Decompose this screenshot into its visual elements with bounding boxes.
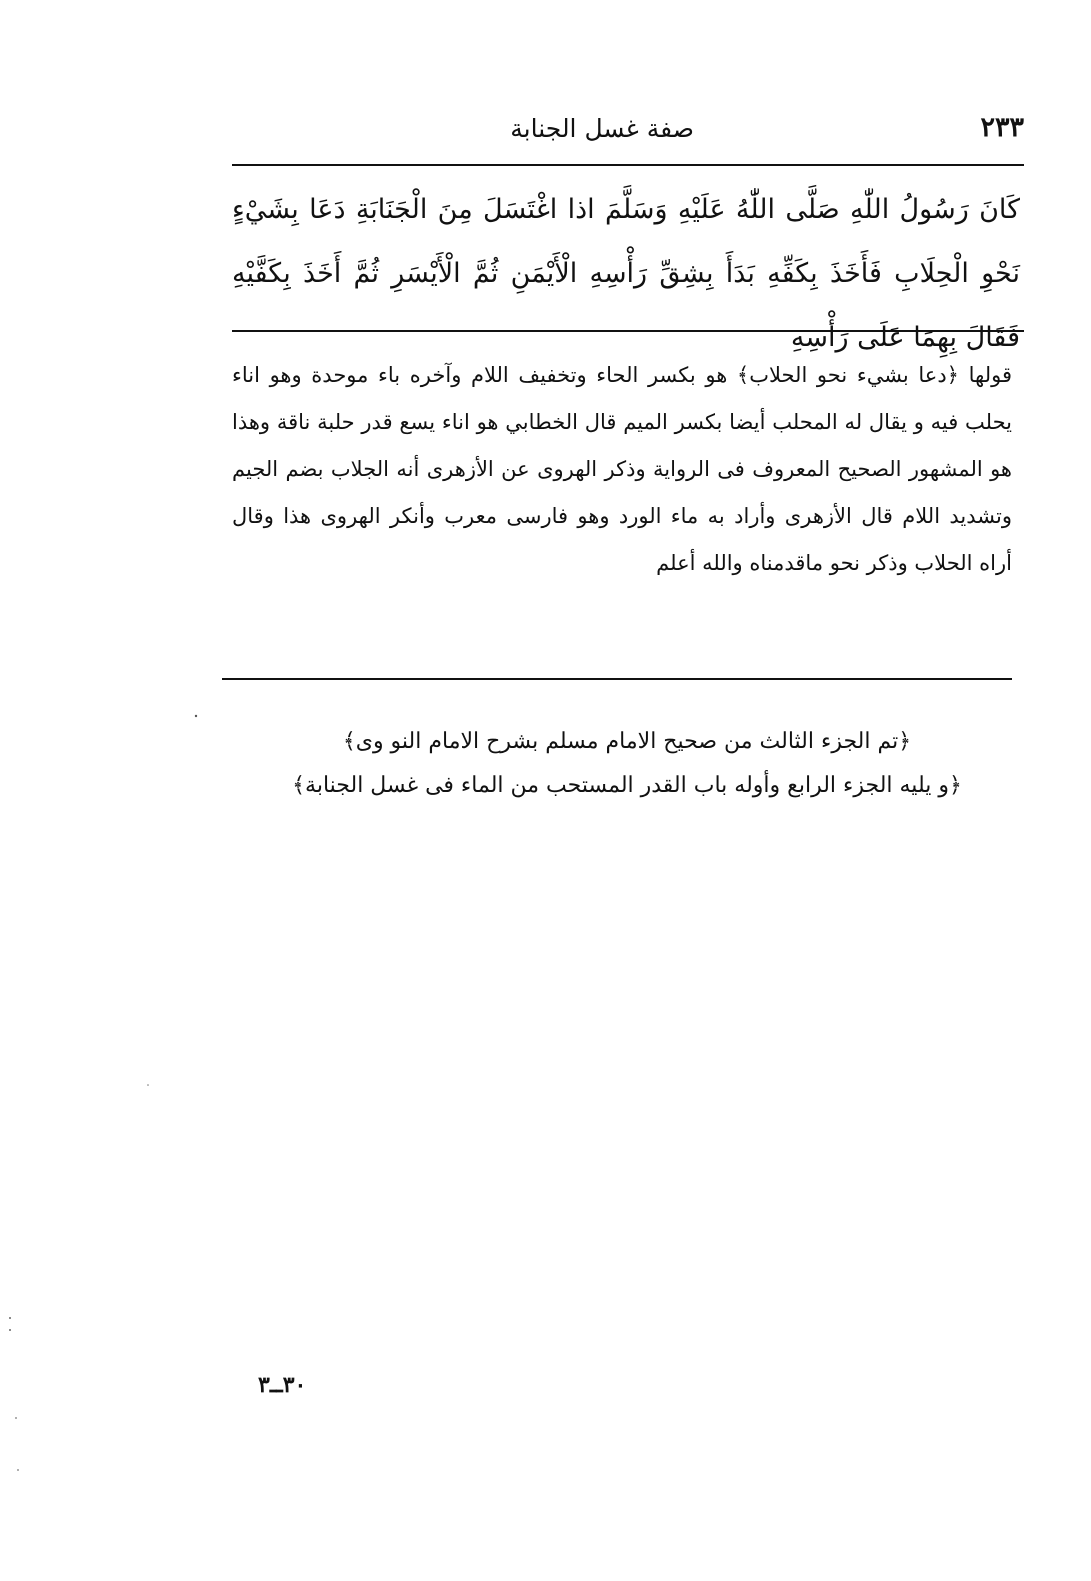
scan-speck bbox=[9, 1317, 11, 1319]
scan-speck bbox=[15, 1417, 17, 1419]
printer-signature-mark: ٣٠ــ٣ bbox=[258, 1372, 307, 1398]
hadith-text: كَانَ رَسُولُ اللّٰهِ صَلَّى اللّٰهُ عَلَيْهِ وَسَلَّمَ اذا اغْتَسَلَ مِنَ الْجَنَابَةِ دَعَا بِشَيْءٍ نَحْوِ الْحِلَابِ فَأَخَذَ بِكَفِّهِ بَدَأَ بِشِقِّ رَأْسِهِ الْأَيْمَنِ ثُمَّ الْأَيْسَرِ ثُمَّ أَخَذَ بِكَفَّيْهِ فَقَالَ بِهِمَا عَلَى رَأْسِهِ bbox=[232, 194, 1020, 353]
running-title: صفة غسل الجنابة bbox=[510, 114, 694, 143]
scan-speck bbox=[17, 1469, 19, 1471]
colophon-line-2: ﴿و يليه الجزء الرابع وأوله باب القدر المستحب من الماء فى غسل الجنابة﴾ bbox=[292, 773, 962, 798]
page-number: ٢٣٣ bbox=[980, 112, 1024, 143]
commentary-text: قولها ﴿دعا بشيء نحو الحلاب﴾ هو بكسر الحاء وتخفيف اللام وآخره باء موحدة وهو اناء يحلب فيه و يقال له المحلب أيضا بكسر الميم قال الخطابي هو اناء يسع قدر حلبة ناقة وهذا هو المشهور الصحيح المعروف فى الرواية وذكر الهروى عن الأزهرى أنه الجلاب بضم الجيم وتشديد اللام قال الأزهرى وأراد به ماء الورد وهو فارسى معرب وأنكر الهروى هذا وقال أراه الحلاب وذكر نحو ماقدمناه والله أعلم bbox=[232, 363, 1012, 575]
scan-speck bbox=[147, 1084, 149, 1086]
colophon-line-1: ﴿تم الجزء الثالث من صحيح الامام مسلم بشرح الامام النو وى﴾ bbox=[342, 729, 912, 754]
scan-speck bbox=[9, 1329, 11, 1331]
scan-speck bbox=[195, 715, 197, 717]
